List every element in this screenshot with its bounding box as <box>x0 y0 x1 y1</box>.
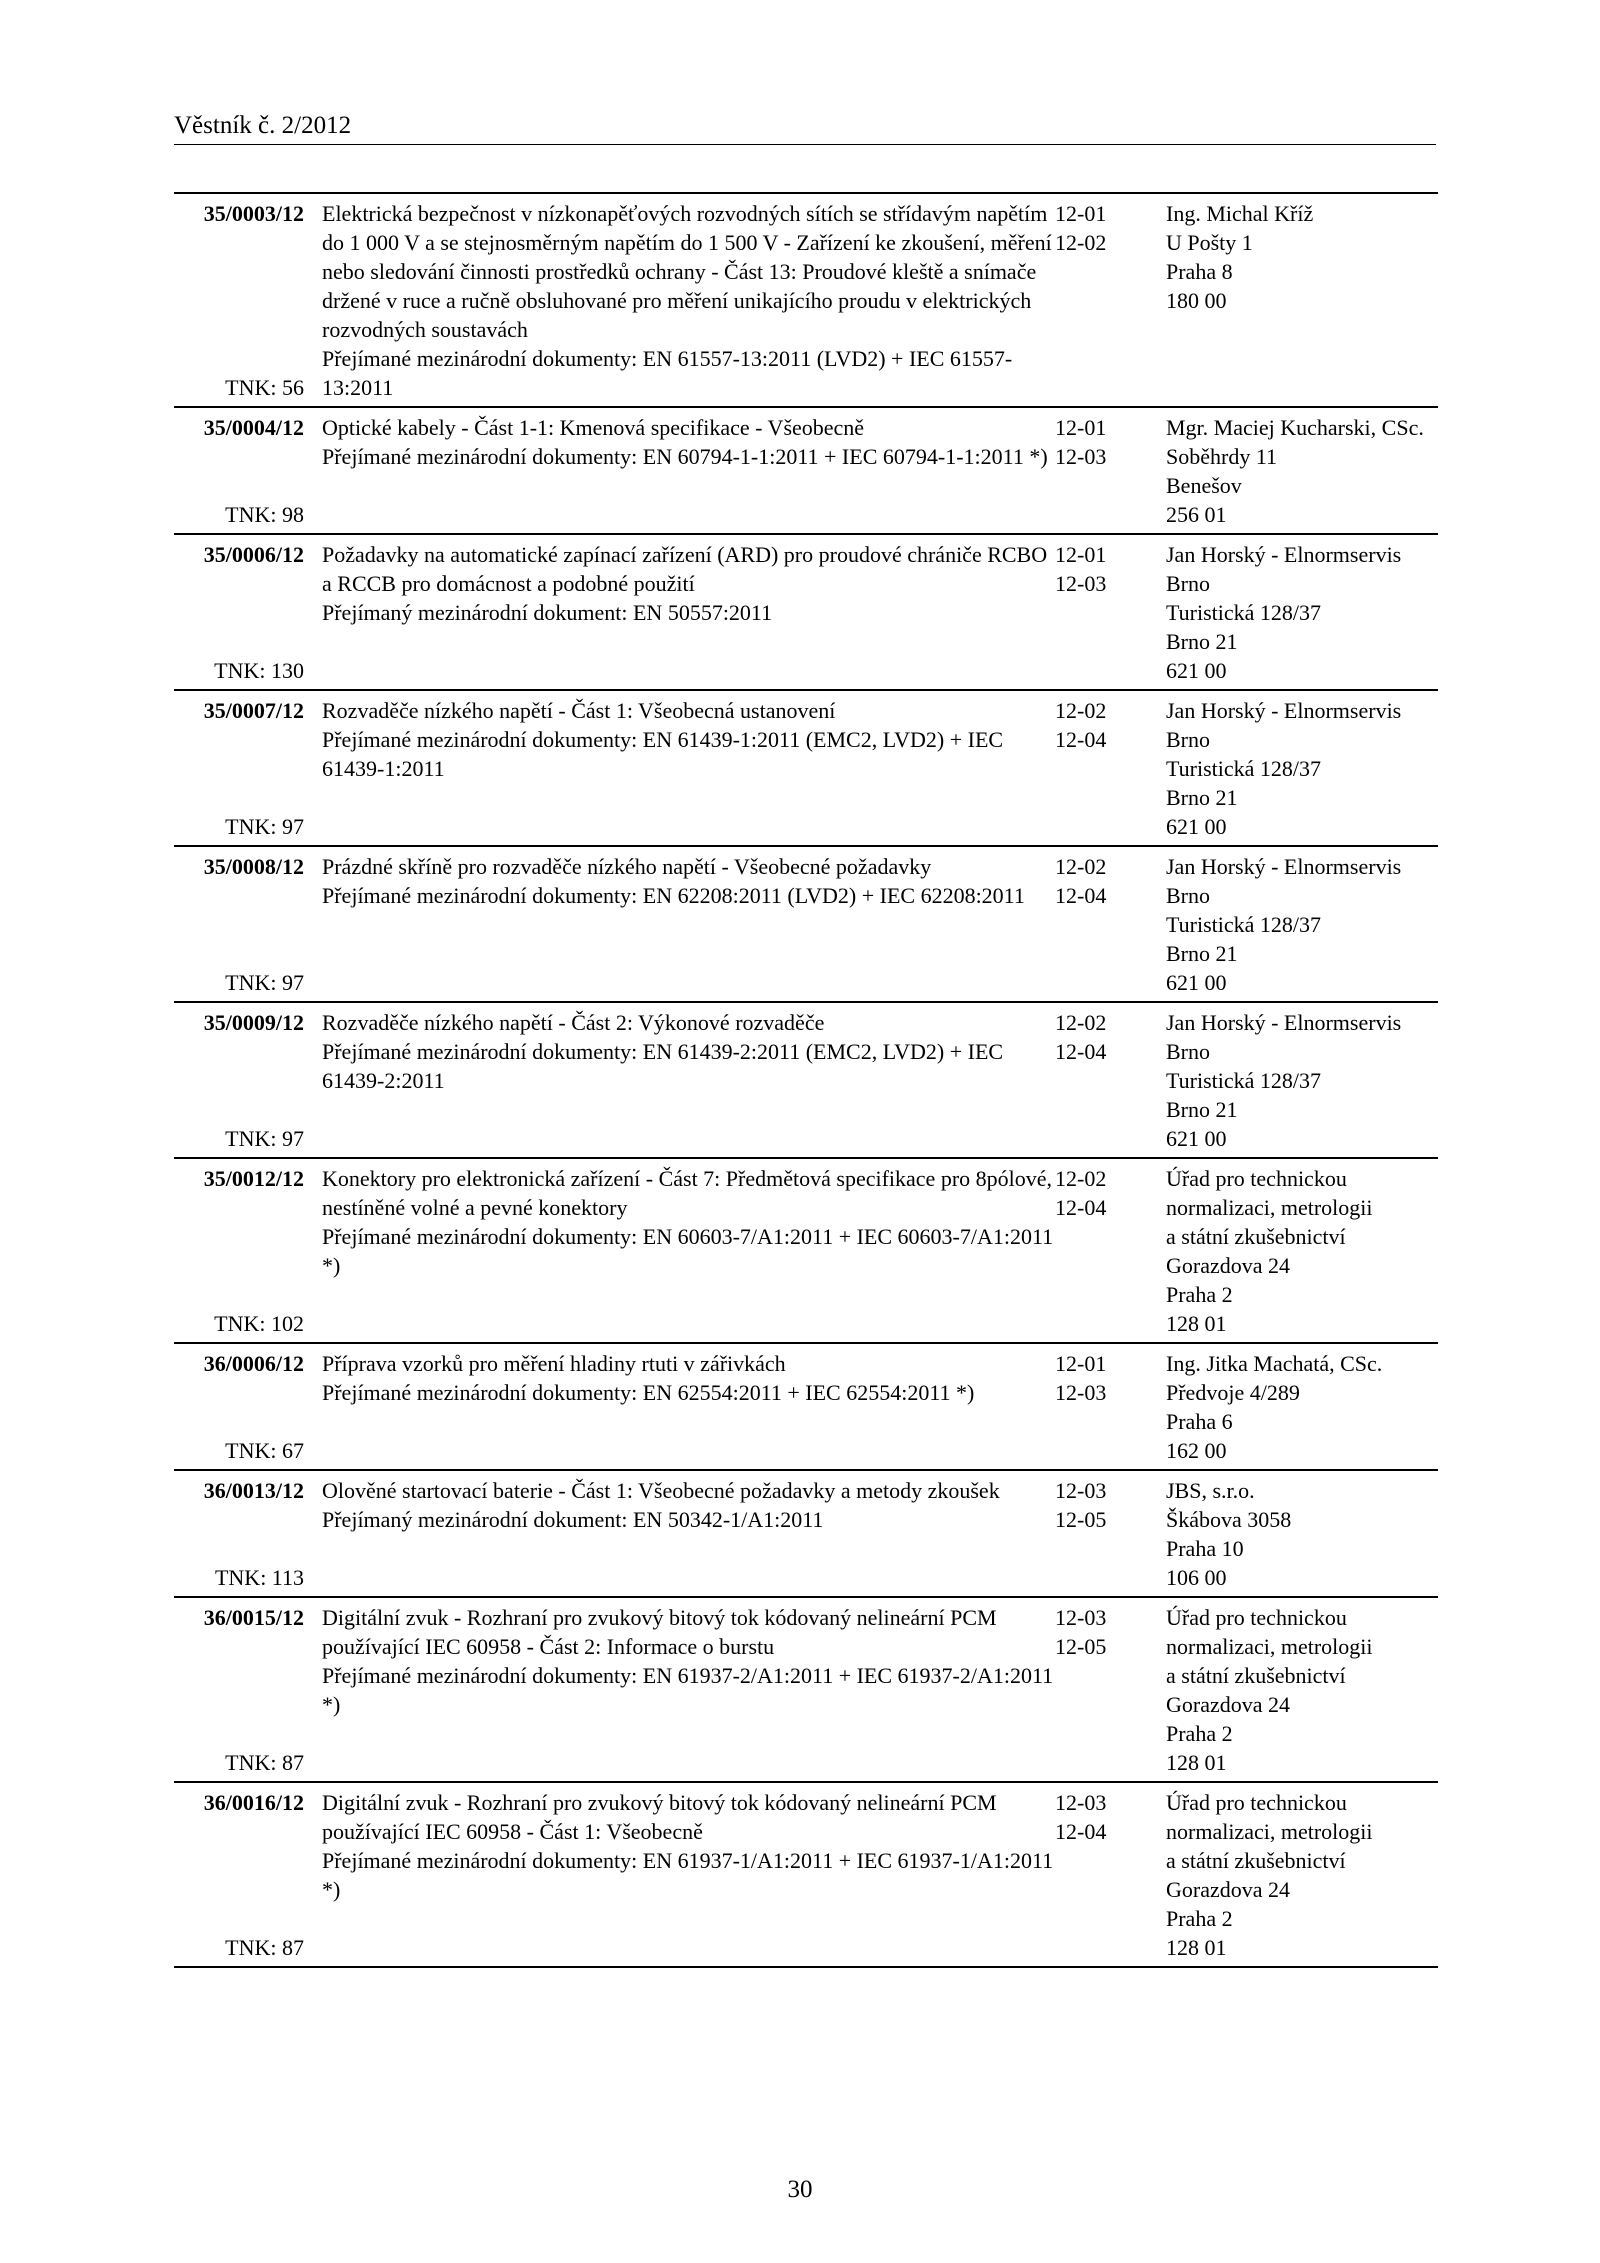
entry-title: Digitální zvuk - Rozhraní pro zvukový bitový tok kódovaný nelineární PCM používající IEC 60958 - Část 2: Informace o burstu <box>322 1605 997 1659</box>
entry-contact-cell <box>1166 1470 1438 1597</box>
table-row <box>174 193 1438 407</box>
entry-documents: Přejímané mezinárodní dokumenty: EN 61557-13:2011 (LVD2) + IEC 61557-13:2011 <box>322 346 1013 400</box>
entry-id-cell <box>174 193 304 407</box>
entry-contact-line: Jan Horský - Elnormservis <box>1166 698 1402 723</box>
entry-contact-line: Ing. Jitka Machatá, CSc. <box>1166 1351 1383 1376</box>
entry-id-cell <box>174 1158 304 1343</box>
entry-title: Rozvaděče nízkého napětí - Část 2: Výkonové rozvaděče <box>322 1010 825 1035</box>
entry-documents: Přejímané mezinárodní dokumenty: EN 60603-7/A1:2011 + IEC 60603-7/A1:2011 *) <box>322 1224 1054 1278</box>
standards-table <box>174 192 1438 1968</box>
entry-contact-line: 162 00 <box>1166 1438 1227 1463</box>
entry-contact-cell <box>1166 1597 1438 1782</box>
entry-title: Rozvaděče nízkého napětí - Část 1: Všeobecná ustanovení <box>322 698 836 723</box>
entry-contact-line: Předvoje 4/289 <box>1166 1380 1300 1405</box>
entry-contact-line: Turistická 128/37 <box>1166 600 1322 625</box>
entry-contact-line: Jan Horský - Elnormservis <box>1166 1010 1402 1035</box>
entry-month: 12-05 <box>1055 1634 1107 1659</box>
entry-number: 35/0008/12 <box>203 854 304 879</box>
entry-contact-line: Brno 21 <box>1166 1097 1238 1122</box>
entry-contact-line: a státní zkušebnictví <box>1166 1224 1346 1249</box>
entry-month: 12-01 <box>1055 542 1107 567</box>
entry-documents: Přejímané mezinárodní dokumenty: EN 60794-1-1:2011 + IEC 60794-1-1:2011 *) <box>322 444 1048 469</box>
entry-description-cell <box>304 1782 1055 1967</box>
entry-contact-line: 128 01 <box>1166 1935 1227 1960</box>
entry-months-cell <box>1055 534 1166 690</box>
entry-id-cell <box>174 1597 304 1782</box>
entry-months-cell <box>1055 846 1166 1002</box>
entry-month: 12-04 <box>1055 1819 1107 1844</box>
entry-contact-line: Brno 21 <box>1166 629 1238 654</box>
entry-month: 12-01 <box>1055 415 1107 440</box>
entry-contact-line: Turistická 128/37 <box>1166 1068 1322 1093</box>
entry-description-cell <box>304 1002 1055 1158</box>
table-row <box>174 1158 1438 1343</box>
entry-contact-line: Úřad pro technickou <box>1166 1166 1347 1191</box>
entry-contact-line: normalizaci, metrologii <box>1166 1819 1373 1844</box>
entry-contact-line: Brno 21 <box>1166 785 1238 810</box>
entry-contact-line: Turistická 128/37 <box>1166 756 1322 781</box>
entry-month: 12-01 <box>1055 1351 1107 1376</box>
entry-documents: Přejímané mezinárodní dokumenty: EN 61439-2:2011 (EMC2, LVD2) + IEC 61439-2:2011 <box>322 1039 1004 1093</box>
entry-contact-line: 128 01 <box>1166 1311 1227 1336</box>
entry-number: 36/0013/12 <box>203 1478 304 1503</box>
entry-months-cell <box>1055 1343 1166 1470</box>
entry-contact-line: Praha 6 <box>1166 1409 1233 1434</box>
table-row <box>174 1597 1438 1782</box>
table-row <box>174 1782 1438 1967</box>
entry-title: Optické kabely - Část 1-1: Kmenová specifikace - Všeobecně <box>322 415 865 440</box>
entry-description-cell <box>304 1597 1055 1782</box>
entry-month: 12-04 <box>1055 883 1107 908</box>
entry-contact-line: Brno <box>1166 1039 1210 1064</box>
entry-contact-line: Úřad pro technickou <box>1166 1605 1347 1630</box>
entry-contact-cell <box>1166 407 1438 534</box>
entry-tnk: TNK: 67 <box>225 1438 304 1463</box>
entry-contact-line: Ing. Michal Kříž <box>1166 201 1314 226</box>
entry-number: 35/0003/12 <box>203 201 304 226</box>
entry-contact-cell <box>1166 1002 1438 1158</box>
entry-number: 35/0012/12 <box>203 1166 304 1191</box>
entry-description-cell <box>304 534 1055 690</box>
entry-id-cell <box>174 1782 304 1967</box>
entry-description-cell <box>304 193 1055 407</box>
entry-months-cell <box>1055 193 1166 407</box>
entry-months-cell <box>1055 690 1166 846</box>
entry-contact-line: Praha 2 <box>1166 1721 1233 1746</box>
entry-contact-line: Praha 8 <box>1166 259 1233 284</box>
entry-description-cell <box>304 407 1055 534</box>
entry-months-cell <box>1055 1158 1166 1343</box>
entry-contact-line: Praha 2 <box>1166 1906 1233 1931</box>
entry-contact-line: Škábova 3058 <box>1166 1507 1292 1532</box>
entry-month: 12-03 <box>1055 1478 1107 1503</box>
entry-tnk: TNK: 97 <box>225 970 304 995</box>
entry-tnk: TNK: 130 <box>214 658 304 683</box>
entry-month: 12-02 <box>1055 1166 1107 1191</box>
entry-contact-line: Benešov <box>1166 473 1242 498</box>
entry-contact-cell <box>1166 534 1438 690</box>
entry-months-cell <box>1055 1597 1166 1782</box>
entry-tnk: TNK: 102 <box>214 1311 304 1336</box>
entry-contact-line: JBS, s.r.o. <box>1166 1478 1255 1503</box>
entry-id-cell <box>174 407 304 534</box>
entry-title: Příprava vzorků pro měření hladiny rtuti v zářivkách <box>322 1351 786 1376</box>
entry-month: 12-04 <box>1055 727 1107 752</box>
entry-documents: Přejímané mezinárodní dokumenty: EN 61439-1:2011 (EMC2, LVD2) + IEC 61439-1:2011 <box>322 727 1004 781</box>
entry-contact-line: 621 00 <box>1166 1126 1227 1151</box>
entry-month: 12-04 <box>1055 1195 1107 1220</box>
entry-month: 12-04 <box>1055 1039 1107 1064</box>
entry-description-cell <box>304 1158 1055 1343</box>
entry-contact-line: a státní zkušebnictví <box>1166 1848 1346 1873</box>
entry-id-cell <box>174 846 304 1002</box>
table-row <box>174 1343 1438 1470</box>
entry-months-cell <box>1055 1470 1166 1597</box>
entry-months-cell <box>1055 1782 1166 1967</box>
table-row <box>174 690 1438 846</box>
entry-documents: Přejímaný mezinárodní dokument: EN 50342-1/A1:2011 <box>322 1507 824 1532</box>
table-row <box>174 407 1438 534</box>
entry-contact-line: 106 00 <box>1166 1565 1227 1590</box>
entry-contact-line: Brno 21 <box>1166 941 1238 966</box>
entry-month: 12-03 <box>1055 571 1107 596</box>
entry-id-cell <box>174 1470 304 1597</box>
entry-number: 35/0004/12 <box>203 415 304 440</box>
entry-number: 35/0006/12 <box>203 542 304 567</box>
entry-month: 12-02 <box>1055 698 1107 723</box>
entry-tnk: TNK: 113 <box>214 1565 304 1590</box>
page-header: Věstník č. 2/2012 <box>174 112 1436 145</box>
entry-month: 12-01 <box>1055 201 1107 226</box>
entry-contact-line: Brno <box>1166 883 1210 908</box>
entry-contact-line: 180 00 <box>1166 288 1227 313</box>
entry-contact-cell <box>1166 193 1438 407</box>
entry-description-cell <box>304 1470 1055 1597</box>
table-row <box>174 846 1438 1002</box>
entry-contact-line: Turistická 128/37 <box>1166 912 1322 937</box>
entry-contact-line: normalizaci, metrologii <box>1166 1195 1373 1220</box>
entry-contact-line: 621 00 <box>1166 658 1227 683</box>
entry-tnk: TNK: 87 <box>225 1935 304 1960</box>
entry-documents: Přejímané mezinárodní dokumenty: EN 62554:2011 + IEC 62554:2011 *) <box>322 1380 975 1405</box>
entry-number: 36/0015/12 <box>203 1605 304 1630</box>
entry-tnk: TNK: 97 <box>225 1126 304 1151</box>
entry-contact-cell <box>1166 1343 1438 1470</box>
entry-months-cell <box>1055 1002 1166 1158</box>
entry-month: 12-03 <box>1055 1605 1107 1630</box>
entry-contact-line: 621 00 <box>1166 970 1227 995</box>
entry-contact-cell <box>1166 846 1438 1002</box>
entry-contact-cell <box>1166 1782 1438 1967</box>
entry-description-cell <box>304 846 1055 1002</box>
entry-contact-line: Jan Horský - Elnormservis <box>1166 542 1402 567</box>
entry-month: 12-02 <box>1055 230 1107 255</box>
entry-title: Konektory pro elektronická zařízení - Část 7: Předmětová specifikace pro 8pólové, nestíněné volné a pevné konektory <box>322 1166 1053 1220</box>
entry-month: 12-03 <box>1055 444 1107 469</box>
entry-months-cell <box>1055 407 1166 534</box>
entry-contact-line: Gorazdova 24 <box>1166 1692 1291 1717</box>
entry-contact-line: 256 01 <box>1166 502 1227 527</box>
entry-description-cell <box>304 1343 1055 1470</box>
entry-tnk: TNK: 97 <box>225 814 304 839</box>
entry-contact-line: Praha 2 <box>1166 1282 1233 1307</box>
entry-contact-line: Gorazdova 24 <box>1166 1877 1291 1902</box>
table-row <box>174 1470 1438 1597</box>
entry-documents: Přejímané mezinárodní dokumenty: EN 62208:2011 (LVD2) + IEC 62208:2011 <box>322 883 1025 908</box>
entry-contact-line: Úřad pro technickou <box>1166 1790 1347 1815</box>
entry-tnk: TNK: 98 <box>225 502 304 527</box>
entry-title: Digitální zvuk - Rozhraní pro zvukový bitový tok kódovaný nelineární PCM používající IEC 60958 - Část 1: Všeobecně <box>322 1790 997 1844</box>
entry-contact-line: 128 01 <box>1166 1750 1227 1775</box>
entry-tnk: TNK: 87 <box>225 1750 304 1775</box>
entry-number: 35/0009/12 <box>203 1010 304 1035</box>
entry-contact-line: Gorazdova 24 <box>1166 1253 1291 1278</box>
entry-number: 36/0006/12 <box>203 1351 304 1376</box>
entry-documents: Přejímaný mezinárodní dokument: EN 50557:2011 <box>322 600 773 625</box>
entry-contact-line: Soběhrdy 11 <box>1166 444 1278 469</box>
table-row <box>174 1002 1438 1158</box>
entry-number: 35/0007/12 <box>203 698 304 723</box>
entry-contact-cell <box>1166 690 1438 846</box>
entry-description-cell <box>304 690 1055 846</box>
entry-documents: Přejímané mezinárodní dokumenty: EN 61937-1/A1:2011 + IEC 61937-1/A1:2011 *) <box>322 1848 1054 1902</box>
entry-tnk: TNK: 56 <box>225 375 304 400</box>
entry-contact-line: U Pošty 1 <box>1166 230 1253 255</box>
entry-number: 36/0016/12 <box>203 1790 304 1815</box>
entry-id-cell <box>174 534 304 690</box>
entry-contact-line: Jan Horský - Elnormservis <box>1166 854 1402 879</box>
entry-contact-line: a státní zkušebnictví <box>1166 1663 1346 1688</box>
entry-title: Olověné startovací baterie - Část 1: Všeobecné požadavky a metody zkoušek <box>322 1478 1000 1503</box>
entry-month: 12-02 <box>1055 854 1107 879</box>
entry-contact-line: Brno <box>1166 571 1210 596</box>
table-row <box>174 534 1438 690</box>
entry-documents: Přejímané mezinárodní dokumenty: EN 61937-2/A1:2011 + IEC 61937-2/A1:2011 *) <box>322 1663 1054 1717</box>
entry-title: Elektrická bezpečnost v nízkonapěťových rozvodných sítích se střídavým napětím do 1 000 V a se stejnosměrným napětím do 1 500 V - Zařízení ke zkoušení, měření nebo sledování činnosti prostředků ochrany - Část 13: Proudové kleště a snímače držené v ruce a ručně obsluhované pro měření unikajícího proudu v elektrických rozvodných soustavách <box>322 201 1052 342</box>
entry-month: 12-05 <box>1055 1507 1107 1532</box>
entry-contact-line: normalizaci, metrologii <box>1166 1634 1373 1659</box>
entry-id-cell <box>174 690 304 846</box>
entry-contact-line: Praha 10 <box>1166 1536 1244 1561</box>
entry-month: 12-03 <box>1055 1380 1107 1405</box>
entry-title: Prázdné skříně pro rozvaděče nízkého napětí - Všeobecné požadavky <box>322 854 932 879</box>
page-number: 30 <box>787 2176 813 2203</box>
entry-month: 12-02 <box>1055 1010 1107 1035</box>
entry-month: 12-03 <box>1055 1790 1107 1815</box>
entry-contact-cell <box>1166 1158 1438 1343</box>
entry-contact-line: Brno <box>1166 727 1210 752</box>
entry-id-cell <box>174 1343 304 1470</box>
entry-title: Požadavky na automatické zapínací zařízení (ARD) pro proudové chrániče RCBO a RCCB pro domácnost a podobné použití <box>322 542 1048 596</box>
entry-contact-line: Mgr. Maciej Kucharski, CSc. <box>1166 415 1424 440</box>
entry-contact-line: 621 00 <box>1166 814 1227 839</box>
entry-id-cell <box>174 1002 304 1158</box>
